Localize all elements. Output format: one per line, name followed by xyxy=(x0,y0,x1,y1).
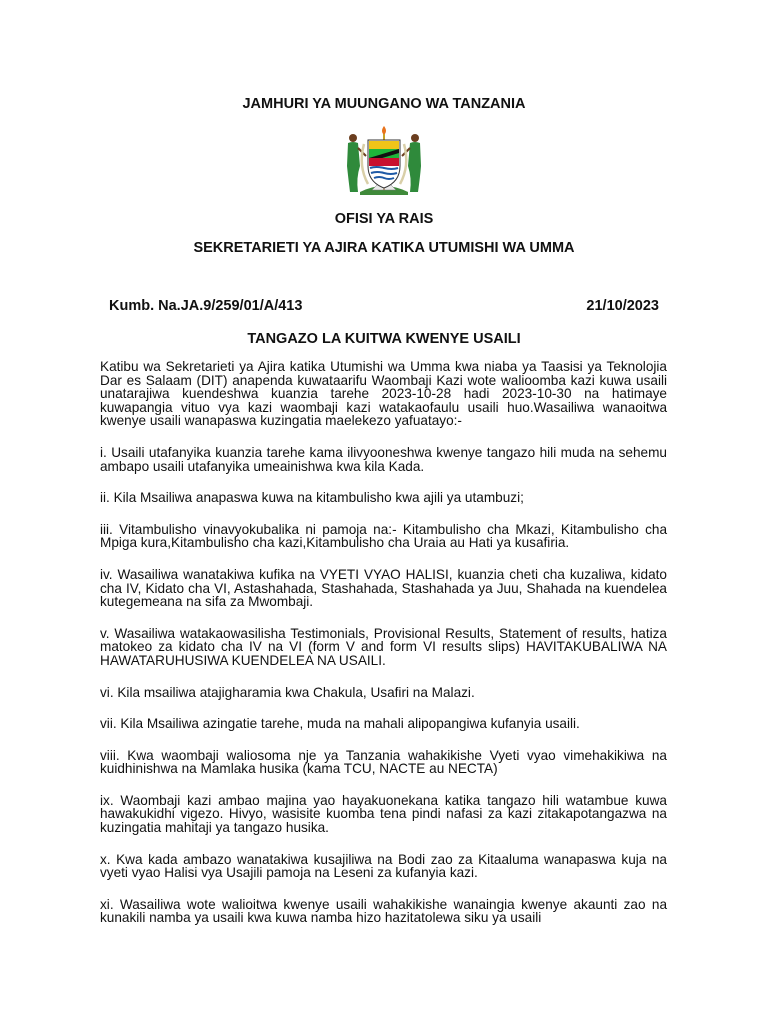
list-item: iii. Vitambulisho vinavyokubalika ni pamoja na:- Kitambulisho cha Mkazi, Kitambulisho cha Mpiga kura,Kitambulisho cha kazi,Kitambulisho cha Uraia au Hati ya kusafiria. xyxy=(100,521,667,551)
country-heading: JAMHURI YA MUUNGANO WA TANZANIA xyxy=(242,96,526,112)
list-item: ii. Kila Msailiwa anapaswa kuwa na kitambulisho kwa ajili ya utambuzi; xyxy=(100,490,524,506)
coat-of-arms-icon xyxy=(338,122,430,198)
reference-number: Kumb. Na.JA.9/259/01/A/413 xyxy=(109,298,303,314)
list-item: i. Usaili utafanyika kuanzia tarehe kama ilivyooneshwa kwenye tangazo hili muda na sehemu ambapo usaili utafanyika umeainishwa kwa kila Kada. xyxy=(100,444,667,474)
list-item: v. Wasailiwa watakaowasilisha Testimonials, Provisional Results, Statement of results, hatiza matokeo za kidato cha IV na VI (form V and form VI results slips) HAVITAKUBALIWA NA HAWATARUHUSIWA KUENDELEA NA USAILI. xyxy=(100,625,667,668)
list-item: ix. Waombaji kazi ambao majina yao hayakuonekana katika tangazo hili watambue kuwa hawakukidhi vigezo. Hivyo, wasisite kuomba tena pindi nafasi za kazi zitakapotangazwa na kuzingatia mahitaji ya tangazo husika. xyxy=(100,792,667,836)
notice-title: TANGAZO LA KUITWA KWENYE USAILI xyxy=(247,331,521,347)
intro-paragraph: Katibu wa Sekretarieti ya Ajira katika Utumishi wa Umma kwa niaba ya Taasisi ya Teknolojia Dar es Salaam (DIT) anapenda kuwataarifu Waombaji Kazi wote walioomba kazi kuwa usaili unatarajiwa kuendeshwa kuanzia tarehe 2023-10-28 hadi 2023-10-30 na hatimaye kuwapangia vituo vya kazi waombaji kazi watakaofaulu usaili huo.Wasailiwa wanaoitwa kwenye usaili wanapaswa kuzingatia maelekezo yafuatayo:- xyxy=(100,359,667,429)
list-item: x. Kwa kada ambazo wanatakiwa kusajiliwa na Bodi zao za Kitaaluma wanapaswa kuja na vyeti vyao Halisi vya Usajili pamoja na Leseni za kufanyia kazi. xyxy=(100,851,667,881)
department-heading: SEKRETARIETI YA AJIRA KATIKA UTUMISHI WA UMMA xyxy=(193,240,575,256)
document-date: 21/10/2023 xyxy=(586,298,659,314)
notice-body xyxy=(100,360,667,943)
list-item: xi. Wasailiwa wote walioitwa kwenye usaili wahakikishe wanaingia kwenye akaunti zao na kunakili namba ya usaili kwa kuwa namba hizo hazitatolewa siku ya usaili xyxy=(100,896,667,926)
list-item: viii. Kwa waombaji waliosoma nje ya Tanzania wahakikishe Vyeti vyao vimehakikiwa na kuidhinishwa na Mamlaka husika (kama TCU, NACTE au NECTA) xyxy=(100,747,667,777)
list-item: iv. Wasailiwa wanatakiwa kufika na VYETI VYAO HALISI, kuanzia cheti cha kuzaliwa, kidato cha IV, Kidato cha VI, Astashahada, Stashahada, Stashahada ya Juu, Shahada na kuendelea kutegemeana na sifa za Mwombaji. xyxy=(100,566,667,610)
office-heading: OFISI YA RAIS xyxy=(334,211,434,227)
list-item: vi. Kila msailiwa atajigharamia kwa Chakula, Usafiri na Malazi. xyxy=(100,684,475,700)
list-item: vii. Kila Msailiwa azingatie tarehe, muda na mahali alipopangiwa kufanyia usaili. xyxy=(100,716,580,732)
